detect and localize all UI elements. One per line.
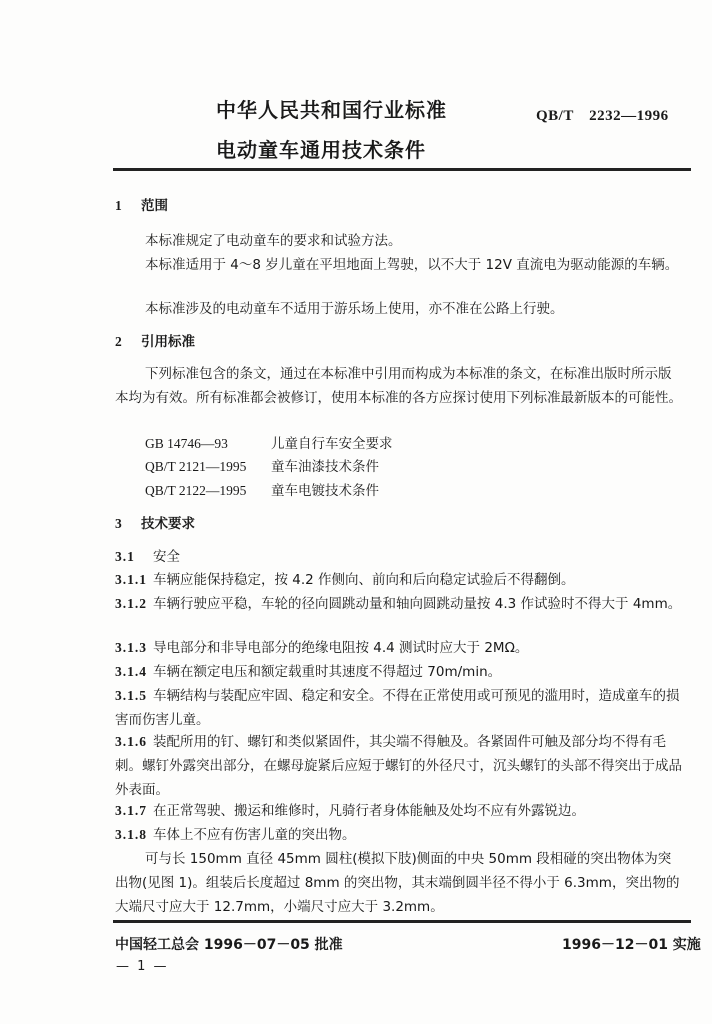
clause xyxy=(115,660,683,684)
approval-statement: 中国轻工总会 1996－07－05 批准 xyxy=(115,937,343,953)
clause-number: 3.1.3 xyxy=(115,640,147,655)
section-title: 范围 xyxy=(141,198,168,214)
clause-number: 3.1.1 xyxy=(115,572,147,587)
document-title: 电动童车通用技术条件 xyxy=(216,138,426,162)
section-1-paragraph-1: 本标准规定了电动童车的要求和试验方法。 xyxy=(145,233,402,249)
clause-number: 3.1.6 xyxy=(115,734,147,749)
clause-text: 在正常驾驶、搬运和维修时，凡骑行者身体能触及处均不应有外露锐边。 xyxy=(153,803,585,819)
clause-text: 装配所用的钉、螺钉和类似紧固件，其尖端不得触及。各紧固件可触及部分均不得有毛刺。螺钉外露突出部分，在螺母旋紧后应短于螺钉的外径尺寸，沉头螺钉的头部不得突出于成品外表面。 xyxy=(115,734,682,798)
clause-3-1-8-detail: 可与长 150mm 直径 45mm 圆柱(模拟下肢)侧面的中央 50mm 段相碰的突出物体为突出物(见图 1)。组装后长度超过 8mm 的突出物，其末端倒圆半径不得小于 6.3mm，突出物的大端尺寸应大于 12.7mm，小端尺寸应大于 3.2mm。 xyxy=(115,851,680,915)
subsection-number: 3.1 xyxy=(115,549,135,564)
clause-number: 3.1.8 xyxy=(115,827,147,842)
clause xyxy=(115,799,683,823)
reference-name: 儿童自行车安全要求 xyxy=(271,436,393,452)
section-number: 2 xyxy=(115,334,122,349)
reference-item xyxy=(145,432,393,456)
section-title: 技术要求 xyxy=(141,516,195,532)
clause-number: 3.1.4 xyxy=(115,664,147,679)
section-1-paragraph-2: 本标准适用于 4～8 岁儿童在平坦地面上驾驶，以不大于 12V 直流电为驱动能源的车辆。 xyxy=(145,257,679,273)
standard-number: QB/T 2232—1996 xyxy=(536,108,669,124)
clause-number: 3.1.2 xyxy=(115,596,147,611)
section-1-paragraph-3: 本标准涉及的电动童车不适用于游乐场上使用，亦不准在公路上行驶。 xyxy=(145,301,564,317)
section-1-heading xyxy=(115,194,683,218)
reference-code: GB 14746—93 xyxy=(145,436,228,451)
subsection-heading xyxy=(115,545,683,569)
reference-item xyxy=(145,455,379,479)
clause-text: 车辆行驶应平稳，车轮的径向圆跳动量和轴向圆跳动量按 4.3 作试验时不得大于 4mm。 xyxy=(153,596,682,612)
clause xyxy=(115,823,683,847)
clause xyxy=(115,684,683,732)
page-number: — 1 — xyxy=(116,959,169,974)
implementation-date: 1996－12－01 实施 xyxy=(562,937,701,953)
clause-number: 3.1.7 xyxy=(115,803,147,818)
clause-number: 3.1.5 xyxy=(115,688,147,703)
section-2-paragraph-1: 下列标准包含的条文，通过在本标准中引用而构成为本标准的条文，在标准出版时所示版本均为有效。所有标准都会被修订，使用本标准的各方应探讨使用下列标准最新版本的可能性。 xyxy=(115,366,682,406)
footer-divider xyxy=(113,920,691,923)
clause-text: 导电部分和非导电部分的绝缘电阻按 4.4 测试时应大于 2MΩ。 xyxy=(153,640,529,656)
section-2-heading xyxy=(115,330,683,354)
header-divider xyxy=(113,168,691,171)
subsection-title: 安全 xyxy=(153,549,180,565)
reference-name: 童车油漆技术条件 xyxy=(271,459,379,475)
clause xyxy=(115,592,683,616)
clause xyxy=(115,730,683,802)
clause-text: 车辆结构与装配应牢固、稳定和安全。不得在正常使用或可预见的滥用时，造成童车的损害而伤害儿童。 xyxy=(115,688,680,728)
clause-text: 车体上不应有伤害儿童的突出物。 xyxy=(153,827,356,843)
clause-text: 车辆应能保持稳定，按 4.2 作侧向、前向和后向稳定试验后不得翻倒。 xyxy=(153,572,575,588)
section-title: 引用标准 xyxy=(141,334,195,350)
issuing-authority-title: 中华人民共和国行业标准 xyxy=(216,98,447,122)
clause xyxy=(115,568,683,592)
section-number: 3 xyxy=(115,516,122,531)
section-number: 1 xyxy=(115,198,122,213)
reference-item xyxy=(145,479,379,503)
reference-code: QB/T 2122—1995 xyxy=(145,483,247,498)
clause-text: 车辆在额定电压和额定载重时其速度不得超过 70m/min。 xyxy=(153,664,502,680)
reference-name: 童车电镀技术条件 xyxy=(271,483,379,499)
reference-code: QB/T 2121—1995 xyxy=(145,459,247,474)
clause xyxy=(115,636,683,660)
section-3-heading xyxy=(115,512,683,536)
